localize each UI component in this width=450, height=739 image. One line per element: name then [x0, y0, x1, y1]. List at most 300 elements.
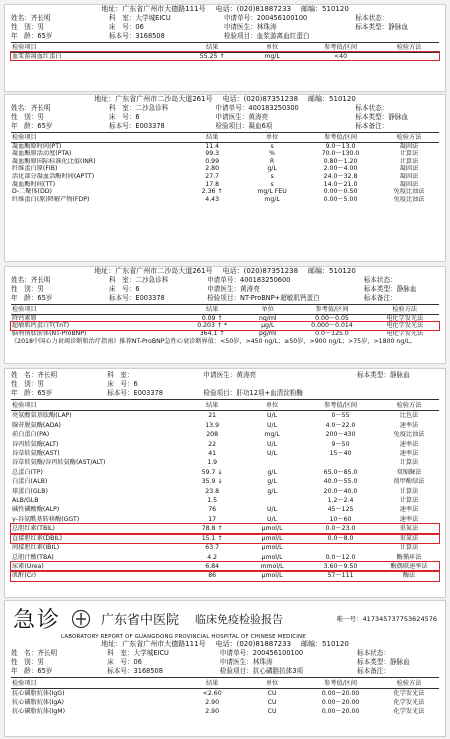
cell-item: 凝血酶原时间(PT)	[12, 142, 62, 150]
cell-result: 6.84	[205, 562, 220, 570]
cell-result: 0.203 ↑ *	[197, 322, 228, 330]
cell-ref: 0.80～1.20	[323, 157, 358, 165]
cell-ref: 9.0～13.0	[325, 142, 356, 150]
cell-item: 总蛋白(TP)	[12, 468, 43, 476]
cell-unit: CU	[267, 690, 277, 697]
cell-ref: 45～125	[327, 506, 354, 514]
results-table	[11, 134, 439, 203]
cell-item: 总胆红素(TBIL)	[12, 525, 55, 533]
col-result: 结果	[182, 401, 242, 411]
cell-method: 计算法	[399, 150, 419, 158]
cell-unit: mg/L	[264, 431, 280, 439]
phone: 电话：(020)81887233	[215, 640, 292, 648]
cell-method: 计算法	[399, 459, 419, 467]
cell-ref: 0.00～20.00	[321, 690, 360, 697]
info-name: 姓名：齐长明	[11, 276, 51, 284]
cell-method: 凝固法	[399, 165, 419, 173]
cell-result: 11.4	[205, 142, 220, 150]
lab-report-liver-function	[4, 368, 446, 598]
col-item: 检验项目	[11, 401, 182, 411]
cell-unit: mg/L FEU	[257, 188, 287, 196]
cell-item: γ-谷氨酰基转移酶(GGT)	[12, 515, 80, 523]
info-age: 年 龄：65岁	[11, 122, 53, 130]
info-doctor: 申请医生：黄涛亮	[215, 113, 269, 121]
info-bed: 床 号：06	[109, 23, 144, 31]
guideline-note: 《2018中国心力衰竭诊断和治疗指南》推荐NT-ProBNP急性心衰诊断界值：<50岁，>450 ng/L；≥50岁，>900 ng/L；>75岁，>1800 ng/L。	[11, 338, 416, 346]
cell-item: ALB/GLB	[12, 497, 39, 505]
table-row	[11, 449, 439, 458]
cell-method: 电化学发光法	[386, 322, 424, 330]
cell-result: 21	[208, 412, 217, 420]
table-row	[11, 430, 439, 439]
cell-result: 4.2	[207, 553, 218, 561]
cell-unit: mg/L	[264, 195, 280, 203]
cell-ref	[302, 543, 379, 552]
lab-report-free-hemoglobin	[4, 4, 446, 92]
info-sample-type: 标本类型：静脉血	[357, 658, 410, 666]
cell-method: 速率法	[399, 506, 419, 514]
cell-unit: g/L	[267, 478, 277, 486]
col-ref: 参考值/区间	[302, 401, 379, 411]
report-address-line	[5, 5, 445, 14]
table-row	[11, 543, 439, 552]
info-test-item: 检验项目：抗心磷脂抗体3项	[219, 667, 304, 675]
cell-ref	[302, 458, 379, 467]
cell-method: 速率法	[399, 440, 419, 448]
cell-unit: s	[270, 172, 274, 180]
cell-item: 抗心磷脂抗体(IgA)	[12, 699, 64, 706]
cell-unit: CU	[267, 708, 277, 715]
info-sex: 性 别：男	[11, 113, 44, 121]
info-age: 年 龄：65岁	[11, 294, 53, 302]
cell-item: 前白蛋白(PA)	[12, 431, 50, 439]
cell-result: 15.1 ↑	[201, 534, 223, 542]
cell-unit: R	[269, 157, 275, 165]
cell-method: 电化学发光法	[386, 329, 424, 337]
info-test-item: 检验项目：NT-ProBNP+超敏肌钙蛋白	[207, 294, 320, 302]
cell-unit: μmol/L	[261, 572, 283, 580]
info-sample-no: 标本号：3168508	[109, 32, 165, 40]
cell-method: 计算法	[399, 157, 419, 165]
cell-item: 血浆游离血红蛋白	[12, 52, 62, 60]
cell-ref: 40.0～55.0	[323, 478, 358, 486]
cell-result: 208	[206, 431, 219, 439]
info-request-no: 申请单号：400183250300	[215, 104, 299, 112]
cell-method: 免疫比浊法	[393, 195, 425, 203]
info-age: 年 龄：65岁	[11, 389, 53, 397]
cell-method: 速率法	[399, 515, 419, 523]
cell-unit: CU	[267, 699, 277, 706]
table-row	[11, 689, 439, 699]
info-blank	[357, 380, 439, 389]
info-sample-type: 标本类型：静脉血	[357, 371, 410, 379]
cell-method: 酶法	[402, 572, 416, 580]
table-row	[11, 468, 439, 477]
col-item: 检验项目	[11, 134, 182, 142]
cell-unit: μmol/L	[261, 544, 283, 552]
table-row	[11, 411, 439, 421]
cell-ref: 24.0～32.8	[323, 172, 358, 180]
cell-method: 免疫比浊法	[393, 431, 425, 439]
cell-unit	[242, 458, 302, 467]
cell-unit: ng/ml	[258, 314, 277, 322]
cell-unit: s	[270, 142, 274, 150]
table-row	[11, 314, 439, 322]
cell-method: 免疫比浊法	[393, 188, 425, 196]
cell-result: 4.43	[205, 195, 220, 203]
cell-ref: 0.00～0.50	[323, 188, 358, 196]
table-body	[11, 142, 439, 203]
cell-item: 亮氨酸氨基肽酶(LAP)	[12, 412, 72, 420]
cell-method: 速率法	[399, 421, 419, 429]
table-row	[11, 505, 439, 514]
info-sample-status: 标本状态：	[355, 14, 389, 22]
info-dept: 科 室：二沙急诊科	[109, 276, 169, 284]
results-table	[11, 679, 439, 716]
lab-report-immunology	[4, 600, 446, 737]
cell-unit: mmol/L	[260, 562, 284, 570]
cell-ref: 0.00～0.05	[315, 314, 349, 322]
info-sex: 性 别：男	[11, 23, 44, 31]
info-sample-note: 标本备注：	[357, 667, 390, 675]
cell-unit: μmol/L	[261, 553, 283, 561]
cell-method: 化学发光法	[393, 708, 425, 715]
phone: 电话：(020)87351238	[222, 267, 299, 275]
cell-unit: g/L	[267, 165, 277, 173]
cell-item: 腺苷脱氨酶(ADA)	[12, 421, 61, 429]
hospital-logo-icon	[71, 609, 91, 629]
report-title-bar	[5, 601, 445, 634]
info-sample-status: 标本状态：	[363, 276, 397, 284]
cell-unit: μmol/L	[261, 534, 283, 542]
col-unit: 单位	[242, 401, 302, 411]
cell-ref: 3.60～9.50	[323, 562, 358, 570]
cell-result: 22	[208, 440, 217, 448]
cell-result: 1.5	[207, 497, 218, 505]
address: 地址：广东省广州市二沙岛大道261号	[94, 267, 213, 275]
cell-result: 23.8	[205, 487, 220, 495]
table-row	[11, 181, 439, 189]
col-method: 检验方法	[379, 679, 439, 689]
col-ref: 参考值/区间	[302, 679, 379, 689]
info-sex: 性 别：男	[11, 285, 44, 293]
cell-result: 78.8 ↑	[201, 525, 223, 533]
table-row	[11, 553, 439, 562]
info-bed: 床 号：6	[107, 380, 138, 388]
cell-item: 谷草转氨酶(AST)	[12, 450, 60, 458]
table-row	[11, 188, 439, 196]
col-result: 结果	[182, 306, 242, 314]
col-item: 检验项目	[11, 44, 182, 52]
patient-info	[5, 104, 445, 131]
cell-ref: 0.000～0.014	[311, 322, 353, 330]
cell-item: 谷丙转氨酶(ALT)	[12, 440, 59, 448]
cell-unit: pg/ml	[258, 329, 277, 337]
address: 地址：广东省广州市大德路111号	[101, 640, 206, 648]
cell-ref: 70.0～130.0	[321, 150, 360, 158]
info-age: 年 龄：65岁	[11, 32, 53, 40]
phone: 电话：(020)81887233	[215, 5, 292, 13]
table-row	[11, 196, 439, 204]
cell-result: 35.9 ↓	[201, 478, 223, 486]
cell-ref: 9～50	[331, 440, 350, 448]
info-test-item: 检验项目：肝功12项+血清淀粉酶	[203, 389, 304, 397]
table-row	[11, 562, 439, 571]
info-bed: 床 号：06	[107, 658, 142, 666]
postal-code: 邮编：510120	[301, 640, 349, 648]
info-sample-type: 标本类型：静脉血	[355, 23, 409, 31]
table-row	[11, 158, 439, 166]
table-row	[11, 150, 439, 158]
table-row	[11, 571, 439, 580]
unique-id: 唯一号：417345737753624576	[336, 615, 437, 623]
cell-item: 降钙素原	[12, 314, 37, 322]
col-unit: 单位	[242, 679, 302, 689]
hospital-name: 广东省中医院	[101, 613, 180, 628]
cell-item: 直接胆红素(DBIL)	[12, 534, 63, 542]
results-table	[11, 401, 439, 581]
table-row	[11, 477, 439, 486]
cell-method: 重氮法	[399, 534, 419, 542]
info-request-no: 申请单号：400183250600	[207, 276, 291, 284]
cell-method: 速率法	[399, 450, 419, 458]
cell-ref: 0.0～23.0	[325, 525, 356, 533]
cell-item: 抗心磷脂抗体(IgM)	[12, 708, 66, 715]
cell-ref: 1.2～2.4	[327, 497, 354, 505]
table-row	[11, 52, 439, 60]
cell-result: 17	[208, 515, 217, 523]
cell-ref: 14.0～21.0	[323, 180, 358, 188]
cell-ref: 65.0～85.0	[323, 468, 358, 476]
cell-item: 球蛋白(GLB)	[12, 487, 48, 495]
cell-unit: U/L	[267, 421, 278, 429]
cell-result: 2.90	[205, 708, 220, 715]
urgent-label: 急诊	[13, 608, 62, 633]
table-row	[11, 487, 439, 496]
cell-item: 白蛋白(ALB)	[12, 478, 48, 486]
cell-result: 13.9	[205, 421, 220, 429]
info-doctor: 申请医生：林珠涛	[219, 658, 273, 666]
info-extra	[355, 32, 439, 41]
table-row	[11, 173, 439, 181]
address: 地址：广东省广州市大德路111号	[101, 5, 206, 13]
postal-code: 邮编：510120	[308, 95, 356, 103]
postal-code: 邮编：510120	[301, 5, 349, 13]
cell-ref: 0.00～20.00	[321, 699, 360, 706]
cell-method	[379, 52, 439, 60]
cell-unit: U/L	[267, 440, 278, 448]
cell-ref: 0.0～12.0	[325, 553, 356, 561]
report-address-line	[5, 95, 445, 104]
cell-method: 溴甲酚绿法	[393, 478, 425, 486]
cell-method: 凝固法	[399, 142, 419, 150]
info-dept: 科 室：大学城EICU	[109, 14, 171, 22]
report-address-line	[5, 640, 445, 649]
cell-result: 76	[208, 506, 217, 514]
cell-unit: mg/L	[264, 52, 280, 60]
cell-method: 比色法	[399, 412, 419, 420]
cell-result: 55.25 ↑	[199, 52, 225, 60]
patient-info	[5, 14, 445, 41]
cell-unit: μmol/L	[261, 525, 283, 533]
table-row	[11, 698, 439, 707]
cell-method: 计算法	[399, 544, 419, 552]
cell-method: 计算法	[399, 497, 419, 505]
col-method: 检验方法	[379, 401, 439, 411]
col-item: 检验项目	[11, 679, 182, 689]
info-sample-no: 标本号：3168508	[107, 667, 163, 675]
info-sample-no: 标本号：E003378	[107, 389, 163, 397]
info-dept: 科 室：大学城EICU	[107, 649, 169, 657]
info-doctor: 申请医生：黄涛亮	[207, 285, 260, 293]
cell-unit: U/L	[267, 515, 278, 523]
cell-ref: 200～430	[325, 431, 356, 439]
cell-ref: 20.0～40.0	[323, 487, 358, 495]
cell-ref: 0.0～8.0	[327, 534, 354, 542]
cell-result: 0.99	[205, 157, 220, 165]
cell-ref: 57～111	[327, 572, 354, 580]
cell-item: 碱性磷酸酶(ALP)	[12, 506, 60, 514]
col-unit: 单位	[242, 134, 302, 142]
cell-result: 27.7	[205, 172, 220, 180]
results-table	[11, 306, 439, 337]
info-sample-no: 标本号：E003378	[109, 122, 165, 130]
cell-result: 99.3	[205, 150, 220, 158]
info-dept: 科 室：	[107, 371, 134, 379]
info-blank	[357, 389, 439, 398]
col-result: 结果	[182, 44, 242, 52]
cell-result: 41	[208, 450, 217, 458]
cell-result: 2.36 ↑	[201, 188, 223, 196]
cell-ref: 0.00～5.00	[323, 195, 358, 203]
cell-item: 凝血酶时间(TT)	[12, 180, 56, 188]
info-sex: 性 别：男	[11, 380, 44, 388]
info-sample-type: 标本类型：静脉血	[355, 113, 409, 121]
table-row	[11, 496, 439, 505]
info-request-no: 申请单号：200456100100	[219, 649, 304, 657]
patient-info	[5, 369, 445, 398]
table-body	[11, 411, 439, 581]
cell-item: 谷草转氨酶/谷丙转氨酶(AST/ALT)	[12, 459, 106, 467]
table-row	[11, 165, 439, 173]
table-row	[11, 534, 439, 543]
cell-method: 计算法	[399, 487, 419, 495]
cell-ref: 15～40	[329, 450, 352, 458]
col-item: 检验项目	[11, 306, 182, 314]
info-sample-note: 标本备注：	[355, 122, 389, 130]
info-dept: 科 室：二沙急诊科	[109, 104, 169, 112]
cell-result: 63.7	[205, 544, 220, 552]
cell-item: 脑利钠肽前体(NT-ProBNP)	[12, 329, 87, 337]
report-title: 临床免疫检验报告	[195, 612, 284, 626]
info-name: 姓名：齐长明	[11, 14, 51, 22]
cell-result: <2.60	[202, 690, 222, 697]
info-bed: 床 号：6	[109, 113, 140, 121]
cell-result: 364.1 ↑	[199, 329, 225, 337]
cell-method: 双缩脲法	[396, 468, 422, 476]
cell-item: 超敏肌钙蛋白T(TnT)	[12, 322, 70, 330]
cell-unit: g/L	[267, 487, 277, 495]
cell-item: 总胆汁酸(TBA)	[12, 553, 54, 561]
col-ref: 参考值/区间	[302, 44, 379, 52]
info-test-item: 检验项目：血浆游离血红蛋白	[223, 32, 310, 40]
info-sample-no: 标本号：E003378	[109, 294, 165, 302]
results-table	[11, 44, 439, 60]
cell-result: 59.7 ↓	[201, 468, 223, 476]
cell-method: 电化学发光法	[386, 314, 424, 322]
cell-unit	[242, 496, 302, 505]
cell-item: 活化部分凝血活酶时间(APTT)	[12, 172, 95, 180]
cell-item: 纤维蛋白(原)降解产物(FDP)	[12, 195, 90, 203]
col-method: 检验方法	[379, 134, 439, 142]
info-request-no: 申请单号：200456100100	[223, 14, 308, 22]
table-row	[11, 421, 439, 430]
lab-report-coagulation	[4, 94, 446, 262]
info-test-item: 检验项目：凝血6项	[215, 122, 273, 130]
table-row	[11, 322, 439, 330]
cell-method: 酶循环法	[396, 553, 422, 561]
info-sample-note: 标本备注：	[363, 294, 397, 302]
col-ref: 参考值/区间	[302, 134, 379, 142]
patient-info	[5, 649, 445, 676]
col-unit: 单位	[242, 306, 293, 314]
cell-unit: g/L	[267, 468, 277, 476]
info-name: 姓名：齐长明	[11, 104, 51, 112]
cell-ref: 0.00～20.00	[321, 708, 360, 715]
cell-item: 肌酐(Cr)	[12, 572, 37, 580]
info-name: 姓 名：齐长明	[11, 649, 58, 657]
table-row	[11, 330, 439, 338]
cell-result: 17.8	[205, 180, 220, 188]
cell-method: 凝固法	[399, 172, 419, 180]
postal-code: 邮编：510120	[308, 267, 356, 275]
table-row	[11, 458, 439, 467]
col-result: 结果	[182, 679, 242, 689]
cell-result: 0.09 ↑	[201, 314, 223, 322]
cell-method: 酶偶联速率法	[390, 562, 428, 570]
cell-item: D-二聚体(DD)	[12, 188, 52, 196]
cell-unit: U/L	[267, 506, 278, 514]
cell-unit: s	[270, 180, 274, 188]
col-ref: 参考值/区间	[293, 306, 370, 314]
cell-item: 尿素(Urea)	[12, 562, 44, 570]
cell-ref: 0.0～125.0	[315, 329, 349, 337]
table-row	[11, 524, 439, 533]
cell-result: 2.90	[205, 699, 220, 706]
address: 地址：广东省广州市二沙岛大道261号	[94, 95, 213, 103]
lab-report-cardiac-markers	[4, 266, 446, 364]
info-doctor: 申请医生：林珠涛	[223, 23, 277, 31]
info-sample-status: 标本状态：	[357, 649, 390, 657]
cell-unit: %	[269, 150, 275, 158]
patient-info	[5, 276, 445, 303]
col-method: 检验方法	[371, 306, 440, 314]
phone: 电话：(020)87351238	[222, 95, 299, 103]
table-row	[11, 440, 439, 449]
cell-result: 2.80	[205, 165, 220, 173]
cell-item: 抗心磷脂抗体(IgG)	[12, 690, 65, 697]
info-name: 姓 名：齐长明	[11, 371, 58, 379]
table-row	[11, 142, 439, 150]
cell-method: 重氮法	[399, 525, 419, 533]
info-sample-status: 标本状态：	[355, 104, 389, 112]
col-method: 检验方法	[379, 44, 439, 52]
cell-item: 凝血酶原国际标准化比值(INR)	[12, 157, 96, 165]
cell-method: 化学发光法	[393, 690, 425, 697]
cell-ref: 2.00～4.00	[323, 165, 358, 173]
cell-method: 化学发光法	[393, 699, 425, 706]
cell-unit: μg/L	[261, 322, 275, 330]
